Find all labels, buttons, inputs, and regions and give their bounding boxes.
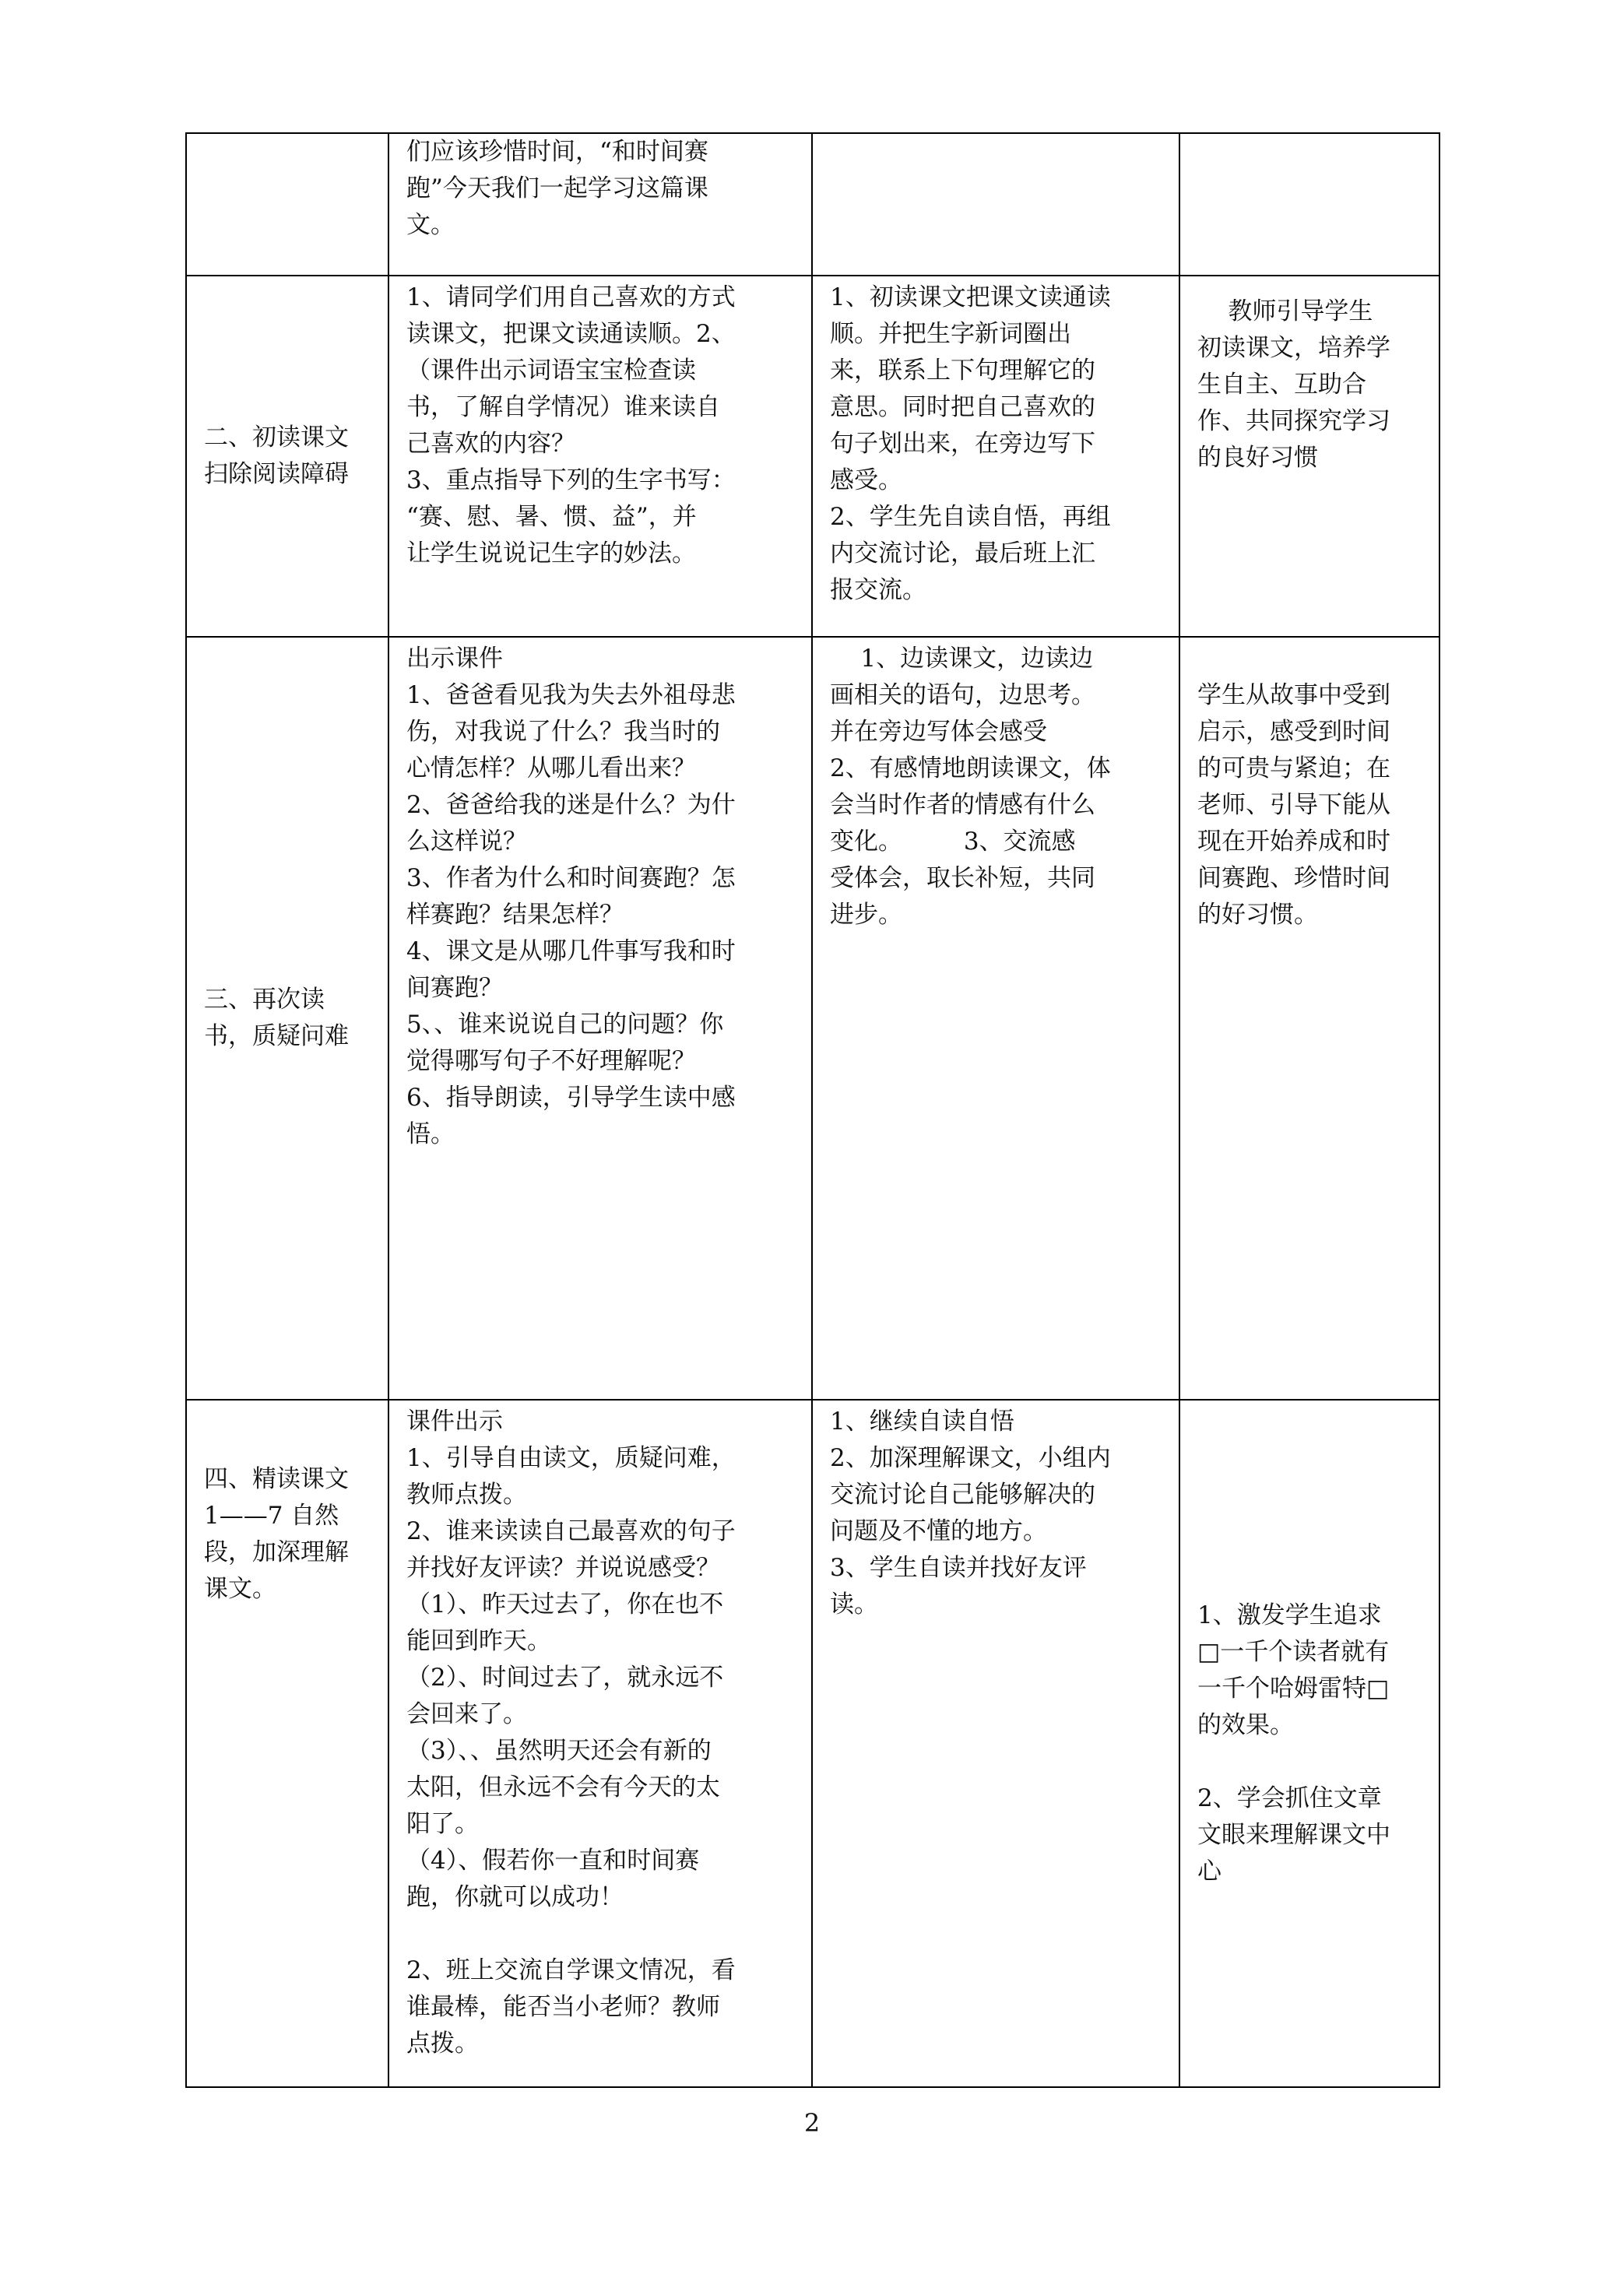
- cell-line: （2）、时间过去了，就永远不: [406, 1664, 724, 1692]
- cell-line: 的效果。: [1197, 1710, 1294, 1739]
- stage-cell: [186, 637, 388, 1400]
- cell-line: 扫除阅读障碍: [204, 460, 349, 488]
- cell-line: 感受。: [830, 466, 902, 494]
- cell-line: 意思。同时把自己喜欢的: [830, 393, 1095, 421]
- table-row: [186, 637, 1439, 1400]
- cell-line: （4）、假若你一直和时间赛: [406, 1847, 700, 1875]
- design-intent-cell: [1179, 276, 1439, 637]
- cell-line: 四、精读课文: [204, 1465, 349, 1493]
- cell-line: 报交流。: [830, 576, 926, 604]
- cell-line: [406, 1916, 796, 1952]
- cell-line: （1）、昨天过去了，你在也不: [406, 1590, 724, 1618]
- cell-line: 间赛跑、珍惜时间: [1197, 864, 1390, 892]
- cell-line: （课件出示词语宝宝检查读: [406, 357, 696, 385]
- cell-line: 谁最棒，能否当小老师？教师: [406, 1993, 720, 2021]
- design-intent-cell: [1179, 637, 1439, 1400]
- stage-cell: [186, 276, 388, 637]
- stage-cell: [186, 133, 388, 276]
- cell-line: 太阳，但永远不会有今天的太: [406, 1773, 720, 1801]
- teacher-activity-cell: [388, 276, 812, 637]
- cell-line: 的良好习惯: [1197, 444, 1318, 472]
- cell-line: 三、再次读: [204, 986, 325, 1014]
- cell-line: 1、初读课文把课文读通读: [830, 283, 1111, 311]
- student-activity-cell: [812, 276, 1179, 637]
- cell-line: 二、初读课文: [204, 424, 349, 452]
- cell-line: 教师点拨。: [406, 1481, 527, 1509]
- cell-line: 3、重点指导下列的生字书写：: [406, 466, 736, 494]
- cell-line: 们应该珍惜时间，“和时间赛: [406, 138, 708, 166]
- cell-line: 会回来了。: [406, 1700, 527, 1728]
- cell-line: 并在旁边写体会感受: [830, 718, 1047, 746]
- table-row: [186, 1400, 1439, 2087]
- table-row: [186, 276, 1439, 637]
- cell-line: 跑，你就可以成功！: [406, 1883, 624, 1911]
- cell-line: 的可贵与紧迫；在: [1197, 754, 1390, 782]
- cell-line: 画相关的语句，边思考。: [830, 681, 1095, 709]
- cell-line: 6、指导朗读，引导学生读中感: [406, 1084, 736, 1112]
- cell-line: 能回到昨天。: [406, 1627, 551, 1655]
- cell-line: 2、有感情地朗读课文，体: [830, 754, 1111, 782]
- cell-line: 阳了。: [406, 1810, 479, 1838]
- cell-line: 启示，感受到时间: [1197, 718, 1390, 746]
- cell-line: 文。: [406, 211, 455, 239]
- teacher-activity-cell: [388, 133, 812, 276]
- cell-line: 点拨。: [406, 2030, 479, 2058]
- cell-line: 2、学会抓住文章: [1197, 1784, 1382, 1812]
- cell-line: 并找好友评读？并说说感受？: [406, 1554, 720, 1582]
- cell-line: 生自主、互助合: [1197, 371, 1366, 399]
- cell-line: 间赛跑？: [406, 974, 503, 1002]
- design-intent-cell: [1179, 133, 1439, 276]
- cell-line: 1、边读课文，边读边: [830, 645, 1094, 673]
- cell-line: 么这样说？: [406, 828, 527, 856]
- cell-line: 1、请同学们用自己喜欢的方式: [406, 283, 736, 311]
- student-activity-cell: [812, 637, 1179, 1400]
- cell-line: 读课文，把课文读通读顺。2、: [406, 320, 736, 348]
- cell-line: “赛、慰、暑、惯、益”，并: [406, 503, 697, 531]
- teacher-activity-cell: [388, 637, 812, 1400]
- cell-line: 2、学生先自读自悟，再组: [830, 503, 1111, 531]
- cell-line: 课文。: [204, 1575, 276, 1603]
- cell-line: 2、爸爸给我的迷是什么？为什: [406, 791, 736, 819]
- cell-line: 课件出示: [406, 1408, 503, 1436]
- cell-line: 的好习惯。: [1197, 901, 1318, 929]
- cell-line: 老师、引导下能从: [1197, 791, 1390, 819]
- cell-line: 作、共同探究学习: [1197, 407, 1390, 435]
- cell-line: 初读课文，培养学: [1197, 334, 1390, 362]
- cell-line: 问题及不懂的地方。: [830, 1517, 1047, 1545]
- cell-line: 觉得哪写句子不好理解呢？: [406, 1047, 696, 1075]
- cell-line: 会当时作者的情感有什么: [830, 791, 1095, 819]
- cell-line: 教师引导学生: [1197, 297, 1373, 325]
- cell-line: 学生从故事中受到: [1197, 681, 1390, 709]
- cell-line: 1、激发学生追求: [1197, 1601, 1382, 1629]
- stage-cell: [186, 1400, 388, 2087]
- cell-line: 4、课文是从哪几件事写我和时: [406, 937, 736, 965]
- cell-line: 文眼来理解课文中: [1197, 1820, 1390, 1849]
- cell-line: 样赛跑？结果怎样？: [406, 901, 624, 929]
- cell-line: 悟。: [406, 1120, 455, 1148]
- cell-line: 2、加深理解课文，小组内: [830, 1444, 1111, 1472]
- cell-line: 1、爸爸看见我为失去外祖母悲: [406, 681, 736, 709]
- cell-line: 段，加深理解: [204, 1538, 349, 1566]
- cell-line: 书，质疑问难: [204, 1022, 349, 1050]
- cell-line: 跑”今天我们一起学习这篇课: [406, 174, 708, 202]
- cell-line: 3、学生自读并找好友评: [830, 1554, 1087, 1582]
- cell-line: 心: [1197, 1857, 1222, 1886]
- cell-line: 受体会，取长补短，共同: [830, 864, 1095, 892]
- lesson-plan-table: [185, 132, 1440, 2088]
- cell-line: [1197, 1744, 1423, 1780]
- page-number: 2: [803, 2108, 821, 2138]
- student-activity-cell: [812, 133, 1179, 276]
- cell-line: 顺。并把生字新词圈出: [830, 320, 1071, 348]
- cell-line: 2、谁来读读自己最喜欢的句子: [406, 1517, 736, 1545]
- cell-line: 1、继续自读自悟: [830, 1408, 1014, 1436]
- design-intent-cell: [1179, 1400, 1439, 2087]
- table-row: [186, 133, 1439, 276]
- cell-line: 让学生说说记生字的妙法。: [406, 539, 696, 568]
- cell-line: 进步。: [830, 901, 902, 929]
- cell-line: [1197, 641, 1423, 677]
- cell-line: 来，联系上下句理解它的: [830, 357, 1095, 385]
- cell-line: 句子划出来，在旁边写下: [830, 430, 1095, 458]
- student-activity-cell: [812, 1400, 1179, 2087]
- cell-line: □一千个读者就有: [1197, 1637, 1390, 1666]
- cell-line: 书，了解自学情况）谁来读自: [406, 393, 720, 421]
- cell-line: 1——7 自然: [204, 1502, 339, 1530]
- cell-line: 伤，对我说了什么？我当时的: [406, 718, 720, 746]
- cell-line: 1、引导自由读文，质疑问难，: [406, 1444, 736, 1472]
- cell-line: （3）、、虽然明天还会有新的: [406, 1737, 712, 1765]
- teacher-activity-cell: [388, 1400, 812, 2087]
- cell-line: 变化。 3、交流感: [830, 828, 1076, 856]
- cell-line: 3、作者为什么和时间赛跑？怎: [406, 864, 736, 892]
- cell-line: 读。: [830, 1590, 878, 1618]
- cell-line: 交流讨论自己能够解决的: [830, 1481, 1095, 1509]
- cell-line: 出示课件: [406, 645, 503, 673]
- cell-line: 己喜欢的内容？: [406, 430, 575, 458]
- cell-line: 5、、谁来说说自己的问题？你: [406, 1010, 724, 1039]
- cell-line: 2、班上交流自学课文情况，看: [406, 1956, 736, 1984]
- cell-line: 现在开始养成和时: [1197, 828, 1390, 856]
- cell-line: 内交流讨论，最后班上汇: [830, 539, 1095, 568]
- cell-line: 一千个哈姆雷特□: [1197, 1674, 1390, 1703]
- cell-line: 心情怎样？从哪儿看出来？: [406, 754, 696, 782]
